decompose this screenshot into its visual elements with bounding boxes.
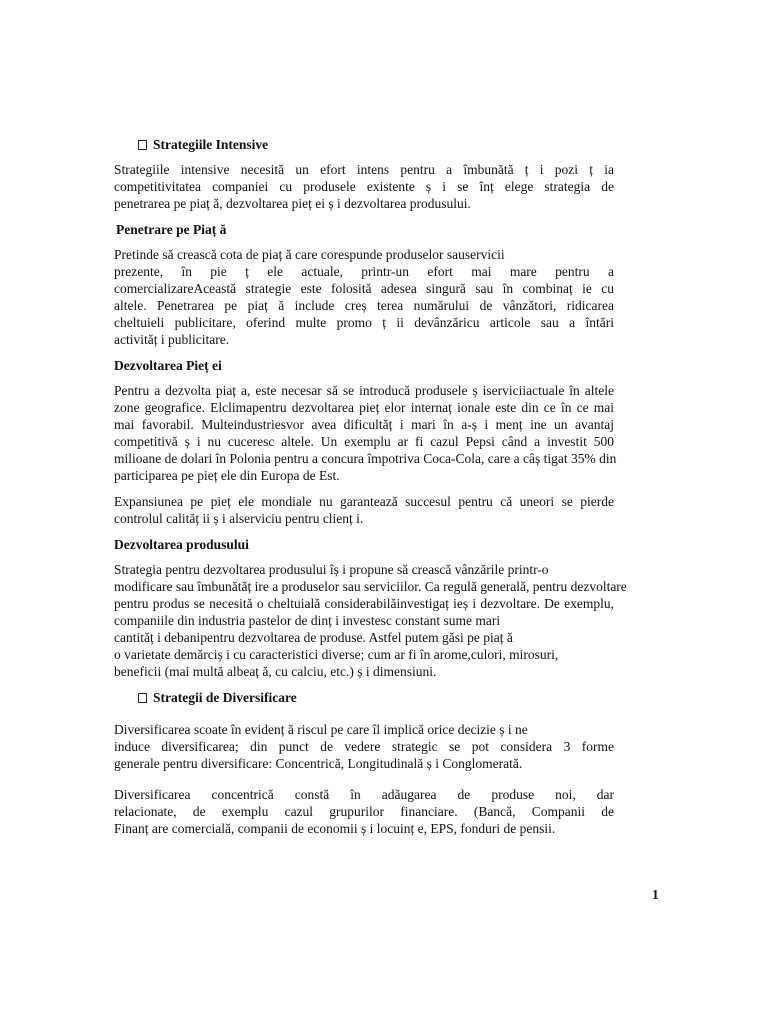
text-line: altele. Penetrarea pe piaț ă include creș terea numărului de vânzători, ridicarea bbox=[114, 298, 614, 313]
document-body bbox=[114, 136, 627, 846]
text-line: comercializareAceastă strategie este folosită adesea singură sau în combinaț ie cu bbox=[114, 281, 614, 296]
text-line: participarea pe pieț ele din Europa de Est. bbox=[114, 468, 340, 483]
checkbox-bullet-icon bbox=[138, 693, 147, 703]
text-line: milioane de dolari în Polonia pentru a concura împotriva Coca-Cola, care a câș tigat 35% din bbox=[114, 451, 617, 466]
text-line: competitivitatea companiei cu produsele existente ș i se înț elege strategia de bbox=[114, 179, 614, 194]
page-number: 1 bbox=[652, 887, 659, 902]
text-line: induce diversificarea; din punct de vedere strategic se pot considera 3 forme bbox=[114, 739, 614, 754]
text-line: penetrarea pe piaț ă, dezvoltarea pieț ei ș i dezvoltarea produsului. bbox=[114, 196, 471, 211]
text-line: cantităț i debanipentru dezvoltarea de produse. Astfel putem găsi pe piaț ă bbox=[114, 630, 513, 645]
text-line: Diversificarea scoate în evidenț ă riscul pe care îl implică orice decizie ș i ne bbox=[114, 722, 528, 737]
text-line: Diversificarea concentrică constă în adăugarea de produse noi, dar bbox=[114, 787, 614, 802]
heading-text: Strategii de Diversificare bbox=[153, 690, 297, 705]
text-line: competitivă ș i nu cuceresc altele. Un exemplu ar fi cazul Pepsi când a investit 500 bbox=[114, 434, 614, 449]
text-line: generale pentru diversificare: Concentrică, Longitudinală ș i Conglomerată. bbox=[114, 756, 523, 771]
paragraph bbox=[114, 561, 627, 680]
text-line: pentru produs se necesită o cheltuială considerabilăinvestigaț ieș i dezvoltare. De exemplu, bbox=[114, 596, 614, 611]
text-line: companiile din industria pastelor de dinț i investesc constant sume mari bbox=[114, 613, 501, 628]
text-line: relacionate, de exemplu cazul grupurilor financiare. (Bancă, Companii de bbox=[114, 804, 614, 819]
paragraph bbox=[114, 786, 614, 837]
text-line: beneficii (mai multă albeaț ă, cu calciu, etc.) ș i dimensiuni. bbox=[114, 664, 437, 679]
text-line: cheltuieli publicitare, oferind multe promo ț ii devânzăricu articole sau a întări bbox=[114, 315, 614, 330]
text-line: Strategiile intensive necesită un efort intens pentru a îmbunătă ț i pozi ț ia bbox=[114, 162, 614, 177]
text-line: modificare sau îmbunătăț ire a produselor sau serviciilor. Ca regulă generală, pentru dezvoltare bbox=[114, 579, 627, 594]
text-line: zone geografice. Elclimapentru dezvoltarea pieț elor internaț ionale este din ce în ce mai bbox=[114, 400, 614, 415]
paragraph bbox=[114, 721, 614, 772]
paragraph bbox=[114, 161, 614, 212]
heading-text: Strategiile Intensive bbox=[153, 137, 269, 152]
text-line: Strategia pentru dezvoltarea produsului îș i propune să crească vânzările printr-o bbox=[114, 562, 549, 577]
paragraph bbox=[114, 382, 617, 484]
section-heading-penetrare-pe-piata: Penetrare pe Piaț ă bbox=[116, 222, 227, 237]
section-heading-strategii-de-diversificare bbox=[114, 689, 614, 707]
text-line: controlul calităț ii ș i alserviciu pentru clienț i. bbox=[114, 511, 364, 526]
checkbox-bullet-icon bbox=[138, 140, 147, 150]
text-line: o varietate demărciș i cu caracteristici diverse; cum ar fi în arome,culori, mirosuri, bbox=[114, 647, 559, 662]
text-line: Pretinde să crească cota de piaț ă care corespunde produselor sauservicii bbox=[114, 247, 505, 262]
text-line: mai favorabil. Multeindustriesvor avea dificultăț i mari în a-ș i menț ine un avantaj bbox=[114, 417, 614, 432]
section-heading-strategiile-intensive bbox=[114, 136, 614, 154]
section-heading-dezvoltarea-produsului: Dezvoltarea produsului bbox=[114, 537, 249, 552]
paragraph bbox=[114, 246, 614, 348]
section-heading-dezvoltarea-pietei: Dezvoltarea Pieț ei bbox=[114, 358, 222, 373]
paragraph bbox=[114, 493, 614, 527]
text-line: Pentru a dezvolta piaț a, este necesar să se introducă produsele ș iserviciiactuale în altele bbox=[114, 383, 614, 398]
text-line: Finanț are comercială, companii de economii ș i locuinț e, EPS, fonduri de pensii. bbox=[114, 821, 556, 836]
text-line: prezente, în pie ț ele actuale, printr-un efort mai mare pentru a bbox=[114, 264, 614, 279]
text-line: activităț i publicitare. bbox=[114, 332, 230, 347]
text-line: Expansiunea pe pieț ele mondiale nu garantează succesul pentru că uneori se pierde bbox=[114, 494, 614, 509]
